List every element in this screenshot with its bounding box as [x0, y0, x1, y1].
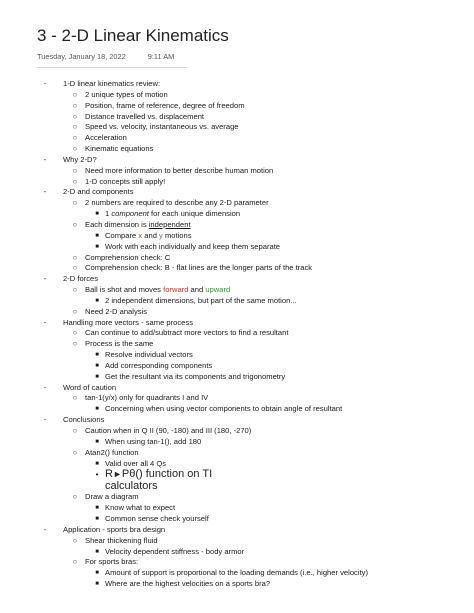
- item-text: Word of caution: [63, 382, 117, 392]
- title-divider: [37, 67, 187, 68]
- highlight-upward: upward: [205, 285, 231, 295]
- item-text: Comprehension check: B - flat lines are the longer parts of the track: [85, 263, 313, 273]
- outline-item: [37, 177, 474, 188]
- item-text: 2-D forces: [63, 274, 99, 284]
- outline-item: [37, 547, 474, 558]
- outline-item: [37, 209, 474, 220]
- dash-bullet: -: [43, 154, 47, 164]
- note-date: Tuesday, January 18, 2022: [37, 52, 126, 61]
- item-text: and: [142, 230, 160, 240]
- item-text: Ball is shot and moves: [85, 285, 164, 295]
- outline-item: [37, 404, 474, 415]
- outline-item: [37, 514, 474, 525]
- square-bullet: ■: [95, 373, 99, 380]
- outline-item: [37, 198, 474, 209]
- dash-bullet: -: [43, 79, 47, 88]
- outline-item: [37, 274, 474, 285]
- note-outline: [37, 79, 474, 590]
- outline-item: [37, 536, 474, 547]
- round-bullet: •: [95, 470, 99, 480]
- outline-item: [37, 263, 474, 274]
- outline-item: [37, 133, 474, 144]
- item-text: Speed vs. velocity, instantaneous vs. average: [85, 122, 239, 132]
- dash-bullet: -: [43, 274, 47, 284]
- item-text: Need more information to better describe human motion: [85, 165, 274, 175]
- outline-item: [37, 437, 474, 448]
- item-text: Compare: [105, 230, 139, 240]
- square-bullet: ■: [95, 505, 99, 512]
- dash-bullet: -: [43, 187, 47, 197]
- circle-bullet: ○: [72, 263, 78, 273]
- outline-item: [37, 448, 474, 459]
- item-text: for each unique dimension: [148, 209, 241, 219]
- circle-bullet: ○: [72, 111, 78, 121]
- circle-bullet: ○: [72, 492, 78, 502]
- item-text: Handling more vectors - same process: [63, 317, 193, 327]
- item-text: Each dimension is: [85, 219, 149, 229]
- item-text: Need 2-D analysis: [85, 306, 148, 316]
- outline-item: [37, 426, 474, 437]
- item-text: 2-D and components: [63, 187, 134, 197]
- arrow-icon: ►: [112, 469, 122, 480]
- item-text: Pθ() function on TI: [121, 468, 213, 481]
- circle-bullet: ○: [72, 144, 78, 154]
- item-text: Amount of support is proportional to the loading demands (i.e., higher velocity): [105, 568, 368, 578]
- highlight-forward: forward: [163, 285, 189, 295]
- highlight-x: x: [138, 230, 143, 240]
- circle-bullet: ○: [72, 176, 78, 186]
- item-text: Valid over all 4 Qs: [105, 458, 167, 468]
- item-text: When using tan-1(), add 180: [105, 436, 202, 446]
- item-text: 2 unique types of motion: [85, 89, 168, 99]
- dash-bullet: -: [43, 415, 47, 425]
- item-text: Where are the highest velocities on a sports bra?: [105, 579, 271, 589]
- outline-item-continuation: [37, 481, 474, 493]
- item-text: Shear thickening fluid: [85, 535, 158, 545]
- item-text: and: [188, 285, 206, 295]
- item-text: Resolve individual vectors: [105, 350, 193, 360]
- outline-item: [37, 383, 474, 394]
- outline-item: [37, 318, 474, 329]
- outline-item: [37, 285, 474, 296]
- square-bullet: ■: [95, 297, 99, 304]
- square-bullet: ■: [95, 548, 99, 555]
- italic-text: component: [111, 209, 149, 219]
- circle-bullet: ○: [72, 285, 78, 295]
- circle-bullet: ○: [72, 306, 78, 316]
- dash-bullet: -: [43, 317, 47, 327]
- outline-item: [37, 393, 474, 404]
- circle-bullet: ○: [72, 447, 78, 457]
- item-text: calculators: [105, 479, 158, 492]
- outline-item: [37, 503, 474, 514]
- item-text: Why 2-D?: [63, 154, 97, 164]
- item-text: 2 numbers are required to describe any 2-D parameter: [85, 198, 269, 208]
- outline-item: [37, 350, 474, 361]
- item-text: Distance travelled vs. displacement: [85, 111, 205, 121]
- outline-item: [37, 220, 474, 231]
- circle-bullet: ○: [72, 252, 78, 262]
- circle-bullet: ○: [72, 122, 78, 132]
- outline-item: [37, 90, 474, 101]
- square-bullet: ■: [95, 243, 99, 250]
- item-text: Can continue to add/subtract more vectors to find a resultant: [85, 328, 289, 338]
- outline-item: [37, 166, 474, 177]
- outline-item: [37, 155, 474, 166]
- square-bullet: ■: [95, 516, 99, 523]
- item-text: Kinematic equations: [85, 144, 154, 154]
- item-text: Concerning when using vector components to obtain angle of resultant: [105, 404, 343, 414]
- outline-item: [37, 579, 474, 590]
- outline-item: [37, 112, 474, 123]
- note-meta: [37, 52, 474, 61]
- item-text: Acceleration: [85, 133, 127, 143]
- outline-item: [37, 307, 474, 318]
- item-text: 2 independent dimensions, but part of the same motion...: [105, 295, 297, 305]
- outline-item: [37, 568, 474, 579]
- item-text: For sports bras:: [85, 557, 139, 567]
- item-text: Application - sports bra design: [63, 524, 166, 534]
- square-bullet: ■: [95, 211, 99, 218]
- square-bullet: ■: [95, 352, 99, 359]
- outline-item: [37, 372, 474, 383]
- square-bullet: ■: [95, 438, 99, 445]
- item-text: Work with each individually and keep them separate: [105, 241, 281, 251]
- underlined-text: independent: [148, 219, 191, 229]
- item-text: tan-1(y/x) only for quadrants I and IV: [85, 393, 209, 403]
- circle-bullet: ○: [72, 89, 78, 99]
- square-bullet: ■: [95, 232, 99, 239]
- square-bullet: ■: [95, 581, 99, 588]
- note-time: 9:11 AM: [147, 52, 175, 61]
- square-bullet: ■: [95, 570, 99, 577]
- circle-bullet: ○: [72, 535, 78, 545]
- outline-item: [37, 144, 474, 155]
- item-text: Comprehension check: C: [85, 252, 171, 262]
- outline-item: [37, 253, 474, 264]
- outline-item: [37, 296, 474, 307]
- item-text: Velocity dependent stiffness - body armor: [105, 546, 245, 556]
- dash-bullet: -: [43, 524, 47, 534]
- item-text: R: [105, 468, 113, 481]
- item-text: Process is the same: [85, 339, 154, 349]
- outline-item: [37, 557, 474, 568]
- item-text: Conclusions: [63, 415, 105, 425]
- item-text: Common sense check yourself: [105, 514, 209, 524]
- square-bullet: ■: [95, 362, 99, 369]
- square-bullet: ■: [95, 406, 99, 413]
- circle-bullet: ○: [72, 165, 78, 175]
- circle-bullet: ○: [72, 219, 78, 229]
- square-bullet: ■: [95, 460, 99, 467]
- outline-item: [37, 525, 474, 536]
- item-text: Position, frame of reference, degree of freedom: [85, 100, 245, 110]
- item-text: Get the resultant via its components and trigonometry: [105, 371, 286, 381]
- outline-item: [37, 122, 474, 133]
- item-text: Atan2() function: [85, 447, 139, 457]
- circle-bullet: ○: [72, 339, 78, 349]
- outline-item: [37, 339, 474, 350]
- outline-item: [37, 101, 474, 112]
- item-text: Add corresponding components: [105, 360, 213, 370]
- circle-bullet: ○: [72, 426, 78, 435]
- circle-bullet: ○: [72, 328, 78, 338]
- item-text: 1-D linear kinematics review:: [63, 79, 161, 88]
- circle-bullet: ○: [72, 557, 78, 567]
- outline-item: [37, 469, 474, 481]
- outline-item: [37, 459, 474, 470]
- circle-bullet: ○: [72, 198, 78, 208]
- item-text: 1: [105, 209, 112, 219]
- circle-bullet: ○: [72, 133, 78, 143]
- dash-bullet: -: [43, 382, 47, 392]
- item-text: motions: [162, 230, 192, 240]
- item-text: Know what to expect: [105, 503, 176, 513]
- circle-bullet: ○: [72, 393, 78, 403]
- item-text: Draw a diagram: [85, 492, 139, 502]
- outline-item: [37, 328, 474, 339]
- outline-item: [37, 361, 474, 372]
- outline-item: [37, 187, 474, 198]
- outline-item: [37, 231, 474, 242]
- outline-item: [37, 415, 474, 426]
- outline-item: [37, 79, 474, 90]
- circle-bullet: ○: [72, 100, 78, 110]
- outline-item: [37, 492, 474, 503]
- highlight-y: y: [159, 230, 163, 240]
- item-text: 1-D concepts still apply!: [85, 176, 166, 186]
- item-text: Caution when in Q II (90, -180) and III (180, -270): [85, 426, 252, 435]
- outline-item: [37, 242, 474, 253]
- note-title: 3 - 2-D Linear Kinematics: [37, 26, 229, 45]
